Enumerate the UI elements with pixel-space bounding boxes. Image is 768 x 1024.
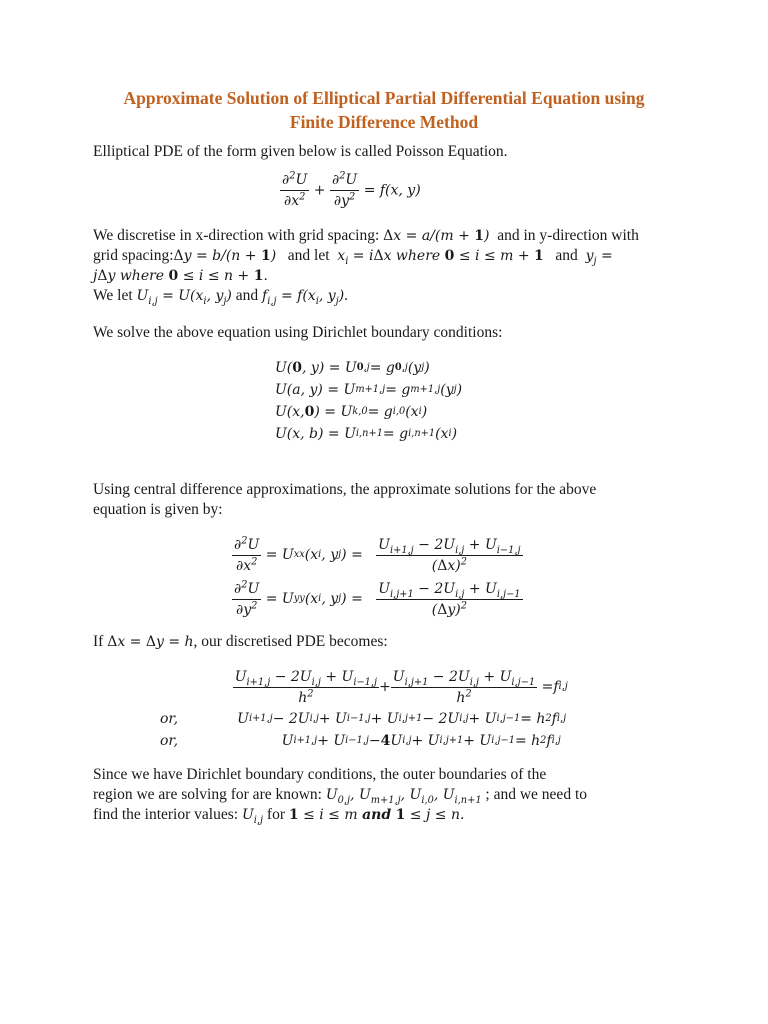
central-line-2: equation is given by: [93, 501, 223, 518]
disc-text-b: and in y-direction with [497, 227, 639, 244]
if-paragraph: If Δx = Δy = h, our discretised PDE becomes: [93, 633, 388, 650]
since-line-4: find the interior values: [93, 806, 239, 823]
and-word: and [362, 807, 392, 823]
since-line-3: ; and we need to [485, 786, 587, 803]
discretisation-paragraph: We discretise in x-direction with grid spacing: Δx = a/(m + 1) and in y-direction with grid spacing:Δy = b/(n + 1) and let $x_i = i\Delta x$ where 0 ≤ i ≤ m + 1 and $y_j$ = jΔy where 0 ≤ i ≤ n + 1. We let $U_{i,j} = U(x_i$, $y_j$) and $f_{i,j} = f(x_i$, $y_j$). [93, 227, 639, 307]
since-line-1: Since we have Dirichlet boundary conditions, the outer boundaries of the [93, 766, 547, 783]
title-line-2: Finite Difference Method [289, 112, 479, 132]
if-text: If [93, 633, 104, 650]
central-difference-equations: $\frac{\partial^2U}{\partial x^2}$ = U xx (x i , y j ) = $\frac{U_{i+1,j} - 2U_{i,j} + U_{i-1,j}}{(\Delta x)^2}$ $\frac{\partial^2U}{\partial y^2}$ = U yy (x i , y j ) = $\frac{U_{i,j+1} - 2U_{i,j} + U_{i,j-1}}{(\Delta y)^2}$ [234, 534, 521, 618]
title-line-1: Approximate Solution of Elliptical Partial Differential Equation using [123, 88, 645, 108]
since-paragraph: Since we have Dirichlet boundary conditions, the outer boundaries of the region we are solving for are known: $U_{0,j}$, $U_{m+1,j}$, $U_{i,0}$, $U_{i,n+1}$ ; and we need to find the interior values: $U_{i,j}$ for 1 ≤ i ≤ m and 1 ≤ j ≤ n. [93, 765, 683, 825]
and-let-text: and let [287, 247, 330, 264]
disc-text-a: We discretise in x-direction with grid spacing: [93, 227, 380, 244]
or-label-2: or, [160, 733, 179, 749]
document-title [60, 86, 708, 134]
for-text: for [266, 806, 285, 823]
boundary-conditions: U( 0 , y) = U 0,j = g 0,j (y j ) U(a, y) = U m+1,j = g m+1,j (y j ) U(x, 0 ) = U k,0 = g i,0 (x i ) U(x, b) = U i,n+1 = g i,n+1 (x i ) [275, 360, 463, 442]
central-difference-paragraph [93, 480, 683, 520]
disc-text-c: grid spacing: [93, 247, 174, 264]
since-line-2: region we are solving for are known: [93, 786, 322, 803]
intro-paragraph: Elliptical PDE of the form given below is called Poisson Equation. [93, 143, 508, 160]
central-line-1: Using central difference approximations, the approximate solutions for the above [93, 481, 597, 498]
discretised-text: , our discretised PDE becomes: [193, 633, 388, 650]
poisson-equation: $\frac{\partial^2U}{\partial x^2}$ + $\frac{\partial^2U}{\partial y^2}$ = f(x, y) [282, 170, 421, 209]
we-let-text: We let [93, 287, 133, 304]
or-label-1: or, [160, 711, 179, 727]
and-text: and [555, 247, 578, 264]
discretised-pde: $\frac{U_{i+1,j} - 2U_{i,j} + U_{i-1,j}}{h^2}$ + $\frac{U_{i,j+1} - 2U_{i,j} + U_{i,j-1}}{h^2}$ = f i,j or, U i+1,j − 2U i,j + U i−1,j + U i,j+1 − 2U i,j + U i,j−1 = h 2 f i,j or, U i+1,j + U i−1,j − 4 U i,j + U i,j+1 + U i,j−1 = h 2 f i,j [160, 668, 568, 749]
dirichlet-intro: We solve the above equation using Dirichlet boundary conditions: [93, 324, 503, 341]
